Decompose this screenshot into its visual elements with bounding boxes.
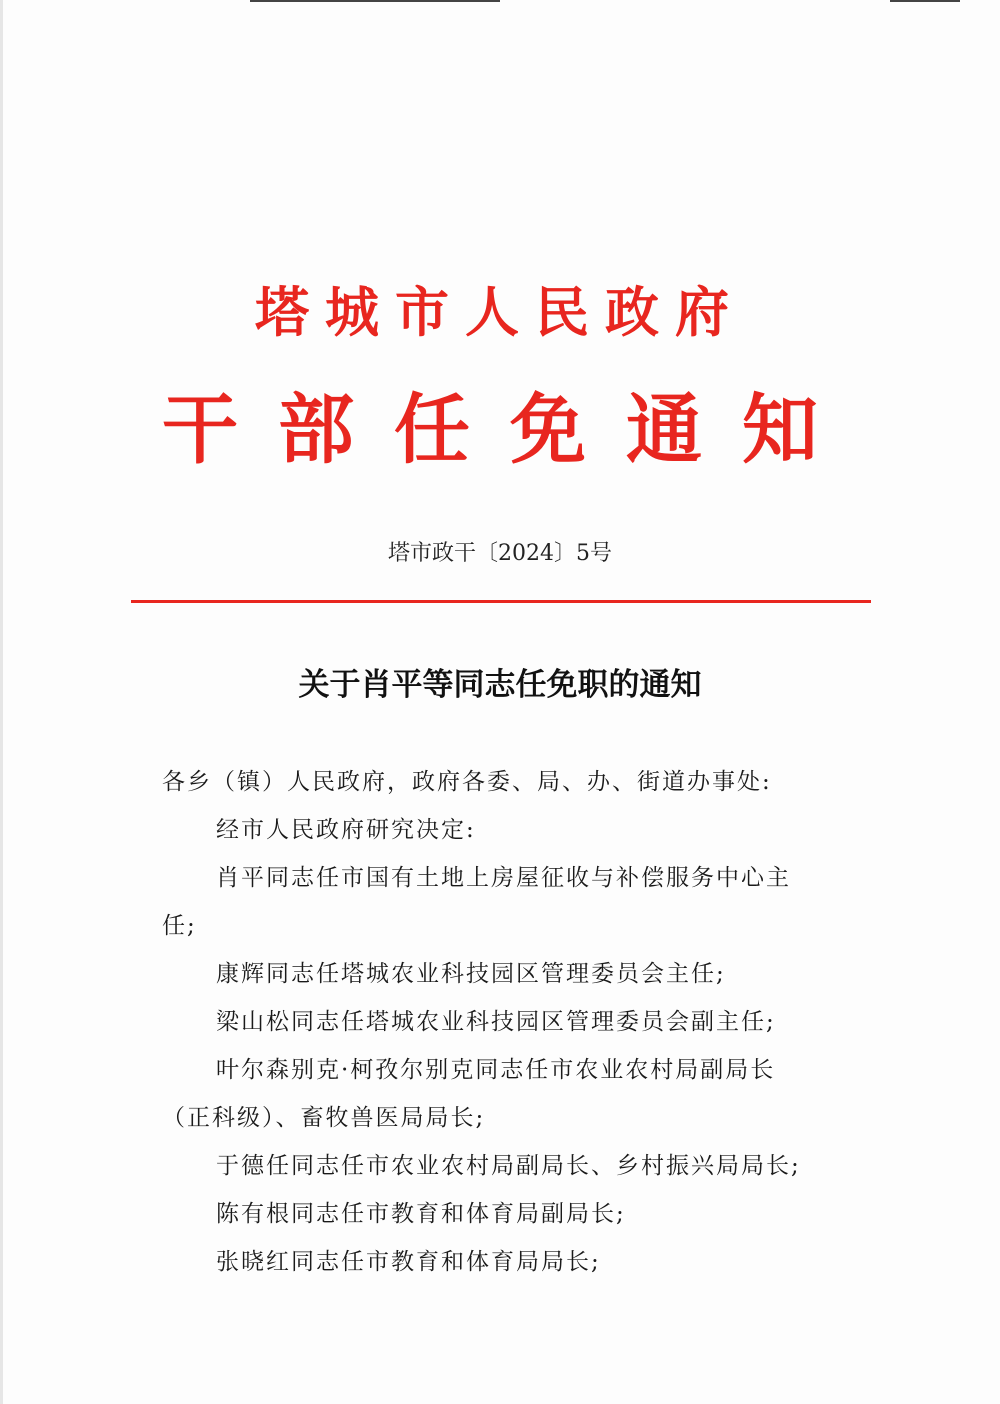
appointment-item: 张晓红同志任市教育和体育局局长;	[216, 1249, 601, 1275]
appointment-item: 肖平同志任市国有土地上房屋征收与补偿服务中心主	[216, 865, 791, 891]
addressee-line: 各乡（镇）人民政府，政府各委、局、办、街道办事处:	[162, 769, 772, 795]
appointment-item: 康辉同志任塔城农业科技园区管理委员会主任;	[216, 961, 726, 987]
issuing-organization-title: 塔城市人民政府	[255, 280, 745, 344]
red-separator-line	[131, 600, 871, 603]
scan-border-mark	[250, 0, 500, 2]
appointment-item-continuation: （正科级）、畜牧兽医局局长;	[162, 1105, 486, 1131]
appointment-item: 陈有根同志任市教育和体育局副局长;	[216, 1201, 626, 1227]
document-number: 塔市政干〔2024〕5号	[388, 541, 612, 566]
intro-line: 经市人民政府研究决定:	[216, 817, 476, 843]
appointment-item: 叶尔森别克·柯孜尔别克同志任市农业农村局副局长	[216, 1057, 776, 1083]
notice-title: 关于肖平等同志任免职的通知	[298, 667, 702, 703]
appointment-item: 梁山松同志任塔城农业科技园区管理委员会副主任;	[216, 1009, 776, 1035]
appointment-item: 于德任同志任市农业农村局副局长、乡村振兴局局长;	[216, 1153, 801, 1179]
document-type-heading: 干部任免通知	[162, 385, 858, 474]
scan-border-mark-right	[890, 0, 960, 2]
appointment-item-continuation: 任;	[162, 913, 197, 939]
notice-body	[162, 758, 862, 1286]
